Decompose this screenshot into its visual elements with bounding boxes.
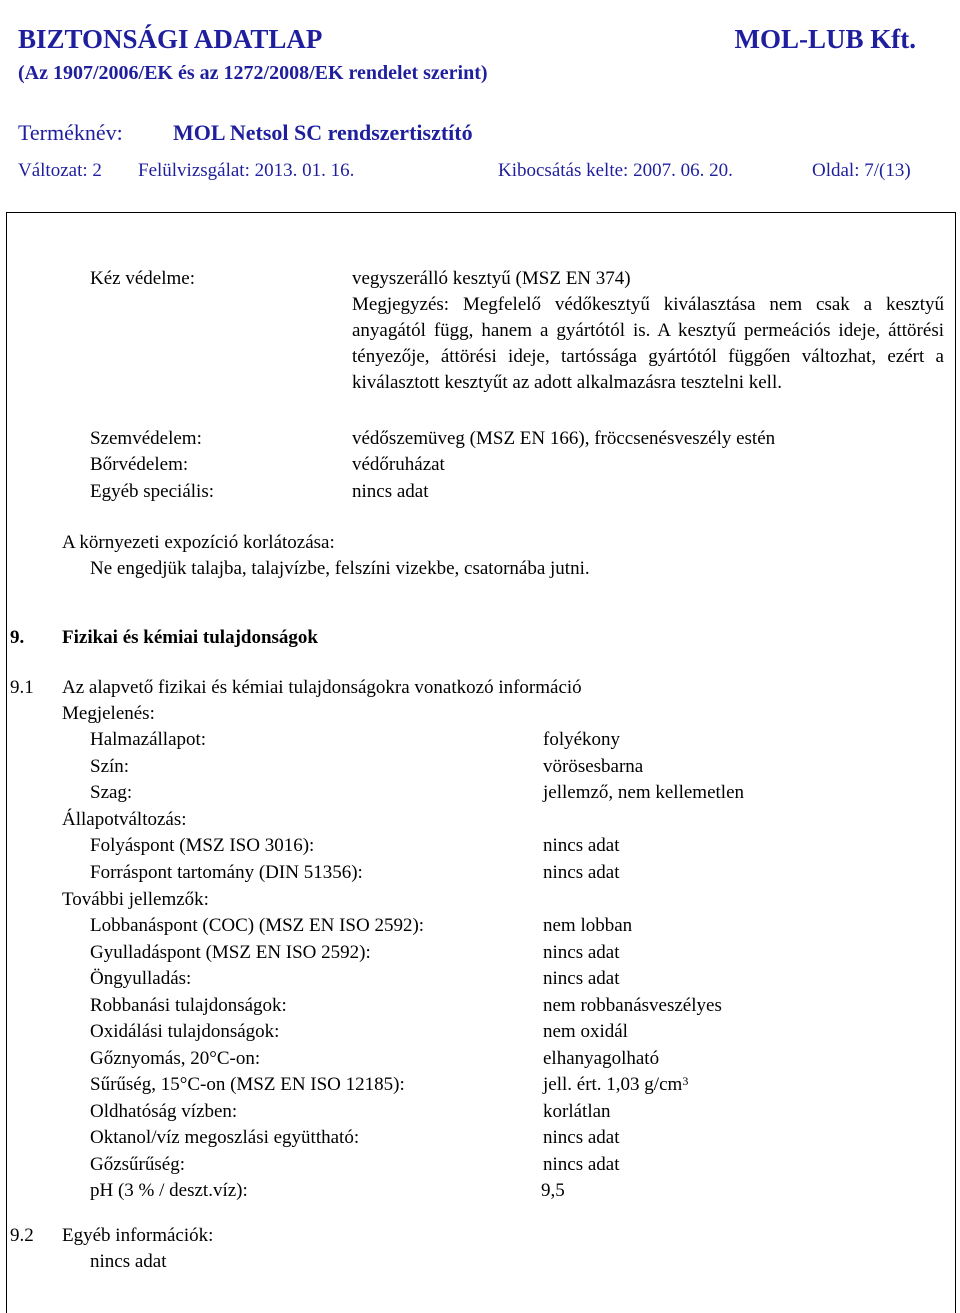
property-label: Sűrűség, 15°C-on (MSZ EN ISO 12185): <box>90 1074 405 1095</box>
page-number: Oldal: 7/(13) <box>812 160 911 181</box>
property-label: pH (3 % / deszt.víz): <box>90 1180 248 1201</box>
property-value: nem robbanásveszélyes <box>543 995 722 1016</box>
property-value: nem oxidál <box>543 1021 628 1042</box>
property-value: vörösesbarna <box>543 756 644 777</box>
property-label: Öngyulladás: <box>90 968 192 989</box>
hand-protection-label: Kéz védelme: <box>90 268 195 289</box>
subsection-9-2-title: Egyéb információk: <box>62 1225 214 1246</box>
property-value: nincs adat <box>543 1154 620 1175</box>
subsection-9-2-number: 9.2 <box>10 1225 34 1246</box>
hand-protection-value: vegyszerálló kesztyű (MSZ EN 374) <box>352 268 631 289</box>
other-protection-value: nincs adat <box>352 481 429 502</box>
regulation-reference: (Az 1907/2006/EK és az 1272/2008/EK rendelet szerint) <box>18 62 488 84</box>
unit-superscript: 3 <box>682 1074 689 1088</box>
property-label: Forráspont tartomány (DIN 51356): <box>90 862 363 883</box>
product-name: MOL Netsol SC rendszertisztító <box>173 120 473 145</box>
section-number: 9. <box>10 627 25 648</box>
environment-label: A környezeti expozíció korlátozása: <box>62 532 335 553</box>
subsection-9-1-title: Az alapvető fizikai és kémiai tulajdonságokra vonatkozó információ <box>62 677 582 698</box>
skin-protection-label: Bőrvédelem: <box>90 454 189 475</box>
state-change-heading: Állapotváltozás: <box>62 809 187 830</box>
property-value: nincs adat <box>543 942 620 963</box>
property-value: elhanyagolható <box>543 1048 660 1069</box>
property-label: Gőznyomás, 20°C-on: <box>90 1048 261 1069</box>
property-label: Halmazállapot: <box>90 729 207 750</box>
skin-protection-value: védőruházat <box>352 454 445 475</box>
property-label: Oxidálási tulajdonságok: <box>90 1021 280 1042</box>
property-label: Oldhatóság vízben: <box>90 1101 238 1122</box>
property-value: jellemző, nem kellemetlen <box>543 782 745 803</box>
eye-protection-label: Szemvédelem: <box>90 428 202 449</box>
property-value: nincs adat <box>543 862 620 883</box>
property-value: jell. ért. 1,03 $g/cm^3$ <box>543 1074 689 1095</box>
property-label: Gőzsűrűség: <box>90 1154 185 1175</box>
property-label: Szag: <box>90 782 133 803</box>
property-value: nincs adat <box>543 835 620 856</box>
eye-protection-value: védőszemüveg (MSZ EN 166), fröccsenésveszély estén <box>352 428 776 449</box>
property-value: 9,5 <box>541 1180 565 1201</box>
property-value: nincs adat <box>543 1127 620 1148</box>
property-label: Gyulladáspont (MSZ EN ISO 2592): <box>90 942 371 963</box>
hand-protection-note: Megjegyzés: Megfelelő védőkesztyű kiválasztása nem csak a kesztyű anyagától függ, hanem a gyártótól is. A kesztyű permeációs ideje, áttörési tényezője, áttörési ideje, tartóssága gyártótól függően változhat, ezért a kiválasztott kesztyűt az adott alkalmazásra tesztelni kell. <box>352 294 944 393</box>
product-label: Terméknév: <box>18 120 123 145</box>
property-value: nem lobban <box>543 915 633 936</box>
environment-text: Ne engedjük talajba, talajvízbe, felszíni vizekbe, csatornába jutni. <box>90 558 590 579</box>
property-label: Oktanol/víz megoszlási együttható: <box>90 1127 360 1148</box>
property-value: folyékony <box>543 729 621 750</box>
property-label: Szín: <box>90 756 130 777</box>
property-value: korlátlan <box>543 1101 611 1122</box>
version: Változat: 2 <box>18 160 102 181</box>
document-title: BIZTONSÁGI ADATLAP <box>18 24 323 54</box>
further-properties-heading: További jellemzők: <box>62 889 209 910</box>
subsection-9-2-value: nincs adat <box>90 1251 167 1272</box>
company-name: MOL-LUB Kft. <box>734 24 916 54</box>
issue-date: Kibocsátás kelte: 2007. 06. 20. <box>498 160 733 181</box>
subsection-9-1-number: 9.1 <box>10 677 34 698</box>
section-title: Fizikai és kémiai tulajdonságok <box>62 627 318 648</box>
property-label: Robbanási tulajdonságok: <box>90 995 287 1016</box>
property-value: nincs adat <box>543 968 620 989</box>
appearance-heading: Megjelenés: <box>62 703 155 724</box>
property-label: Lobbanáspont (COC) (MSZ EN ISO 2592): <box>90 915 425 936</box>
other-protection-label: Egyéb speciális: <box>90 481 214 502</box>
property-label: Folyáspont (MSZ ISO 3016): <box>90 835 315 856</box>
revision-date: Felülvizsgálat: 2013. 01. 16. <box>138 160 355 181</box>
